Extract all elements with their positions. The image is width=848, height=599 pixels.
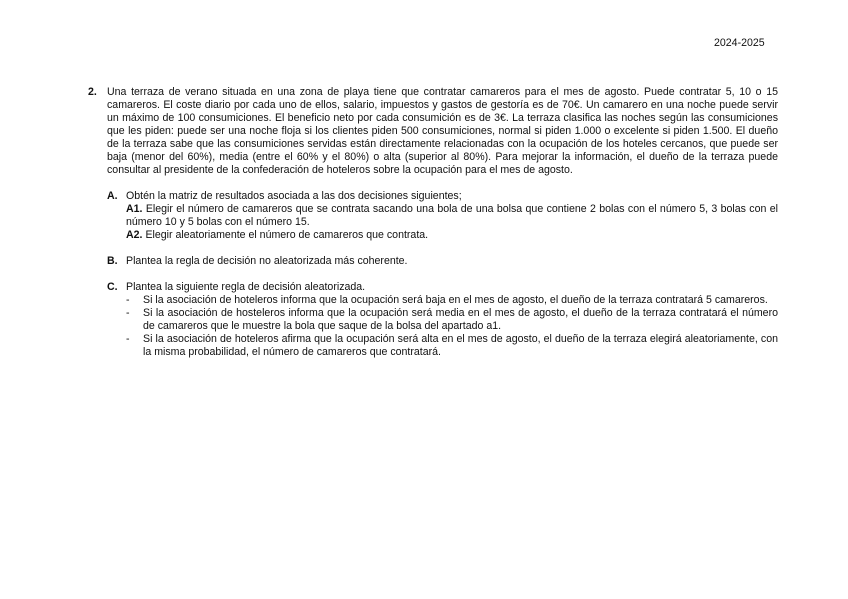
a2-text: Elegir aleatoriamente el número de camareros que contrata. (142, 229, 429, 241)
section-a-letter: A. (107, 190, 118, 202)
problem-number: 2. (88, 86, 97, 98)
list-item (126, 333, 778, 359)
dash-bullet: - (126, 333, 130, 345)
section-c-list (126, 294, 778, 359)
section-a-text: Obtén la matriz de resultados asociada a las dos decisiones siguientes; (126, 190, 462, 202)
a1-label: A1. (126, 203, 143, 215)
dash-bullet: - (126, 294, 130, 306)
section-a1 (126, 203, 778, 229)
dash-bullet: - (126, 307, 130, 319)
a2-label: A2. (126, 229, 143, 241)
section-c-text: Plantea la siguiente regla de decisión aleatorizada. (126, 281, 366, 293)
bullet-text: Si la asociación de hosteleros informa que la ocupación será media en el mes de agosto, el dueño de la terraza contratará el número de camareros que le muestre la bola que saque de la bolsa del apartado a1. (143, 307, 778, 332)
section-b (107, 255, 778, 268)
section-a (107, 190, 778, 242)
bullet-text: Si la asociación de hoteleros informa que la ocupación será baja en el mes de agosto, el dueño de la terraza contratará 5 camareros. (143, 294, 768, 306)
academic-year: 2024-2025 (714, 37, 765, 49)
section-b-letter: B. (107, 255, 118, 267)
section-c (107, 281, 778, 359)
section-c-letter: C. (107, 281, 118, 293)
list-item (126, 294, 778, 307)
a1-text: Elegir el número de camareros que se contrata sacando una bola de una bolsa que contiene 2 bolas con el número 5, 3 bolas con el número 10 y 5 bolas con el número 15. (126, 203, 778, 228)
list-item (126, 307, 778, 333)
problem-2 (88, 86, 778, 359)
section-a2 (126, 229, 778, 242)
section-b-text: Plantea la regla de decisión no aleatorizada más coherente. (126, 255, 408, 267)
problem-statement: Una terraza de verano situada en una zona de playa tiene que contratar camareros para el mes de agosto. Puede contratar 5, 10 o 15 camareros. El coste diario por cada uno de ellos, salario, impuestos y gastos de gestoría es de 70€. Un camarero en una noche puede servir un máximo de 100 consumiciones. El beneficio neto por cada consumición es de 3€. La terraza clasifica las noches según las consumiciones que les piden: puede ser una noche floja si los clientes piden 500 consumiciones, normal si piden 1.000 o excelente si piden 1.500. El dueño de la terraza sabe que las consumiciones servidas están directamente relacionadas con la ocupación de los hoteles cercanos, que puede ser baja (menor del 60%), media (entre el 60% y el 80%) o alta (superior al 80%). Para mejorar la información, el dueño de la terraza puede consultar al presidente de la confederación de hoteleros sobre la ocupación para el mes de agosto. (107, 86, 778, 176)
bullet-text: Si la asociación de hoteleros afirma que la ocupación será alta en el mes de agosto, el dueño de la terraza elegirá aleatoriamente, con la misma probabilidad, el número de camareros que contratará. (143, 333, 778, 358)
